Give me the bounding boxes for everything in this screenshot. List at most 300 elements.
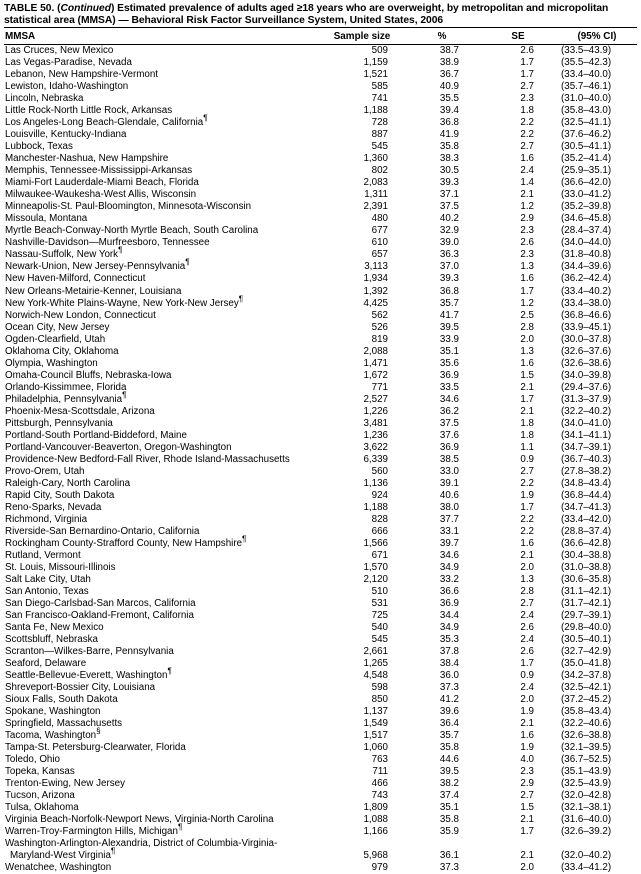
cell-sample-size: 819 <box>371 333 388 345</box>
cell-sample-size: 562 <box>371 309 388 321</box>
cell-mmsa: San Diego-Carlsbad-San Marcos, California <box>5 597 196 609</box>
footnote-marker: ¶ <box>242 534 247 544</box>
cell-percent: 38.2 <box>439 778 459 790</box>
cell-percent: 39.1 <box>439 477 459 489</box>
cell-percent: 37.3 <box>439 682 459 694</box>
cell-se: 2.6 <box>520 45 534 57</box>
cell-sample-size: 728 <box>371 117 388 129</box>
cell-se: 2.2 <box>520 129 534 141</box>
cell-ci: (30.5–41.1) <box>561 141 612 153</box>
cell-ci: (36.6–42.0) <box>561 177 612 189</box>
cell-ci: (32.2–40.2) <box>561 405 612 417</box>
table-row <box>4 706 637 718</box>
cell-mmsa: Seaford, Delaware <box>5 657 87 669</box>
cell-ci: (35.7–46.1) <box>561 81 612 93</box>
cell-mmsa: New York-White Plains-Wayne, New York-New Jersey¶ <box>5 294 244 309</box>
cell-mmsa: Tulsa, Oklahoma <box>5 802 79 814</box>
cell-sample-size: 1,311 <box>364 189 388 201</box>
cell-mmsa: Richmond, Virginia <box>5 513 88 525</box>
table-row <box>4 694 637 706</box>
cell-percent: 36.8 <box>439 117 459 129</box>
cell-ci: (36.6–42.8) <box>561 537 612 549</box>
cell-percent: 35.8 <box>439 814 459 826</box>
footnote-marker: ¶ <box>110 846 116 856</box>
cell-se: 1.1 <box>520 441 534 453</box>
cell-percent: 40.9 <box>439 81 459 93</box>
cell-sample-size: 1,060 <box>363 742 388 754</box>
cell-sample-size: 1,226 <box>363 405 388 417</box>
cell-sample-size: 6,339 <box>363 453 388 465</box>
cell-percent: 36.4 <box>439 718 459 730</box>
cell-mmsa: Omaha-Council Bluffs, Nebraska-Iowa <box>5 369 172 381</box>
cell-se: 2.2 <box>520 117 534 129</box>
cell-ci: (31.3–37.9) <box>561 393 612 405</box>
table-row <box>4 189 637 201</box>
cell-ci: (37.6–46.2) <box>561 129 612 141</box>
cell-ci: (33.9–45.1) <box>561 321 612 333</box>
cell-ci: (34.6–45.8) <box>561 213 612 225</box>
cell-sample-size: 1,566 <box>363 537 388 549</box>
cell-se: 1.7 <box>520 285 534 297</box>
cell-sample-size: 1,809 <box>363 802 388 814</box>
cell-percent: 41.2 <box>439 694 459 706</box>
cell-mmsa: Wenatchee, Washington <box>5 862 112 874</box>
cell-sample-size: 545 <box>371 141 388 153</box>
cell-ci: (33.0–41.2) <box>561 189 612 201</box>
cell-sample-size: 598 <box>371 682 388 694</box>
cell-mmsa: Reno-Sparks, Nevada <box>5 501 102 513</box>
table-row <box>4 298 637 310</box>
cell-percent: 39.4 <box>439 105 459 117</box>
cell-mmsa: Scottsbluff, Nebraska <box>5 633 98 645</box>
cell-mmsa: Phoenix-Mesa-Scottsdale, Arizona <box>5 405 155 417</box>
cell-ci: (31.1–42.1) <box>561 585 612 597</box>
cell-se <box>485 838 559 850</box>
cell-ci: (32.6–38.6) <box>561 357 612 369</box>
cell-sample-size: 771 <box>371 381 388 393</box>
cell-se: 2.8 <box>520 585 534 597</box>
cell-se: 1.8 <box>520 417 534 429</box>
cell-mmsa: Shreveport-Bossier City, Louisiana <box>5 682 156 694</box>
cell-se: 2.9 <box>520 213 534 225</box>
cell-percent: 34.6 <box>439 549 459 561</box>
cell-se: 2.3 <box>520 766 534 778</box>
table-row <box>4 826 637 838</box>
cell-ci: (35.8–43.0) <box>561 105 612 117</box>
table-row <box>4 45 637 57</box>
table-row <box>4 502 637 514</box>
cell-ci: (34.0–44.0) <box>561 237 612 249</box>
table-header-row <box>4 28 637 44</box>
cell-sample-size: 1,088 <box>363 814 388 826</box>
cell-mmsa: Rutland, Vermont <box>5 549 81 561</box>
cell-ci: (35.1–43.9) <box>561 766 612 778</box>
cell-sample-size: 2,083 <box>363 177 388 189</box>
cell-sample-size: 1,521 <box>363 69 388 81</box>
cell-ci: (30.0–37.8) <box>561 333 612 345</box>
cell-mmsa: Provo-Orem, Utah <box>5 465 85 477</box>
cell-se: 2.0 <box>520 561 534 573</box>
table-row <box>4 814 637 826</box>
cell-mmsa: Louisville, Kentucky-Indiana <box>5 129 127 141</box>
cell-percent: 36.1 <box>439 850 459 862</box>
cell-mmsa: New Orleans-Metairie-Kenner, Louisiana <box>5 285 182 297</box>
cell-mmsa: Las Cruces, New Mexico <box>5 45 114 57</box>
cell-sample-size: 560 <box>371 465 388 477</box>
cell-sample-size: 2,391 <box>363 201 388 213</box>
cell-sample-size: 585 <box>371 81 388 93</box>
cell-percent: 41.9 <box>439 129 459 141</box>
column-header-mmsa: MMSA <box>5 30 36 42</box>
table-row <box>4 622 637 634</box>
cell-ci: (33.4–41.2) <box>561 862 612 874</box>
cell-se: 2.1 <box>520 189 534 201</box>
cell-ci: (35.2–39.8) <box>561 201 612 213</box>
cell-mmsa: St. Louis, Missouri-Illinois <box>5 561 116 573</box>
table-row <box>4 802 637 814</box>
cell-mmsa: Memphis, Tennessee-Mississippi-Arkansas <box>5 165 193 177</box>
cell-ci: (32.6–38.8) <box>561 730 612 742</box>
cell-se: 2.4 <box>520 609 534 621</box>
cell-sample-size: 1,471 <box>363 357 388 369</box>
cell-ci: (36.8–44.4) <box>561 489 612 501</box>
cell-se: 1.6 <box>520 730 534 742</box>
cell-se: 2.5 <box>520 309 534 321</box>
cell-sample-size: 1,360 <box>363 153 388 165</box>
table-row <box>4 394 637 406</box>
cell-ci: (29.4–37.6) <box>561 381 612 393</box>
cell-se: 2.0 <box>520 862 534 874</box>
cell-ci: (32.7–42.9) <box>561 645 612 657</box>
cell-ci: (35.5–42.3) <box>561 57 612 69</box>
table-row <box>4 478 637 490</box>
cell-percent: 37.5 <box>439 201 459 213</box>
cell-sample-size: 1,517 <box>363 730 388 742</box>
cell-percent: 39.3 <box>439 177 459 189</box>
cell-ci: (37.2–45.2) <box>561 694 612 706</box>
prevalence-table <box>4 28 637 44</box>
cell-mmsa: Orlando-Kissimmee, Florida <box>5 381 127 393</box>
cell-ci: (32.0–40.2) <box>561 850 612 862</box>
cell-mmsa: Providence-New Bedford-Fall River, Rhode Island-Massachusetts <box>5 453 290 465</box>
table-row <box>4 610 637 622</box>
cell-se: 1.4 <box>520 177 534 189</box>
cell-ci: (32.5–41.1) <box>561 117 612 129</box>
table-row <box>4 418 637 430</box>
cell-ci: (34.1–41.1) <box>561 429 612 441</box>
table-row <box>4 430 637 442</box>
table-row <box>4 562 637 574</box>
cell-percent: 34.4 <box>439 609 459 621</box>
page-title <box>4 3 637 26</box>
cell-ci: (30.6–35.8) <box>561 573 612 585</box>
cell-percent: 37.5 <box>439 417 459 429</box>
cell-sample-size <box>321 838 409 850</box>
cell-sample-size: 1,166 <box>363 826 388 838</box>
cell-se: 2.0 <box>520 333 534 345</box>
table-row <box>4 57 637 69</box>
cell-sample-size: 979 <box>371 862 388 874</box>
table-row <box>4 273 637 285</box>
cell-sample-size: 5,968 <box>363 850 388 862</box>
cell-sample-size: 1,137 <box>363 706 388 718</box>
table-row <box>4 358 637 370</box>
cell-mmsa: Trenton-Ewing, New Jersey <box>5 778 125 790</box>
table-row <box>4 466 637 478</box>
table-row <box>4 766 637 778</box>
cell-ci: (31.8–40.8) <box>561 249 612 261</box>
table-row <box>4 646 637 658</box>
cell-se: 0.9 <box>520 453 534 465</box>
table-row <box>4 850 637 862</box>
table-row <box>4 69 637 81</box>
cell-se: 2.7 <box>520 790 534 802</box>
cell-percent: 35.1 <box>439 802 459 814</box>
cell-mmsa: Norwich-New London, Connecticut <box>5 309 156 321</box>
cell-sample-size: 2,120 <box>363 573 388 585</box>
cell-percent: 34.6 <box>439 393 459 405</box>
table-row <box>4 346 637 358</box>
table-row <box>4 249 637 261</box>
cell-mmsa: Santa Fe, New Mexico <box>5 621 104 633</box>
cell-se: 2.1 <box>520 850 534 862</box>
cell-sample-size: 1,188 <box>363 105 388 117</box>
cell-ci: (34.8–43.4) <box>561 477 612 489</box>
table-row <box>4 165 637 177</box>
cell-percent: 35.8 <box>439 742 459 754</box>
cell-se: 1.7 <box>520 826 534 838</box>
cell-ci: (33.4–38.0) <box>561 297 612 309</box>
cell-mmsa: Springfield, Massachusetts <box>5 718 123 730</box>
cell-percent: 39.0 <box>439 237 459 249</box>
cell-mmsa: Olympia, Washington <box>5 357 98 369</box>
cell-ci: (32.5–42.1) <box>561 682 612 694</box>
cell-percent: 35.1 <box>439 345 459 357</box>
cell-percent: 33.2 <box>439 573 459 585</box>
cell-percent: 34.9 <box>439 561 459 573</box>
cell-percent: 39.6 <box>439 706 459 718</box>
cell-percent: 38.7 <box>439 45 459 57</box>
cell-se: 1.6 <box>520 537 534 549</box>
footnote-marker: ¶ <box>167 666 172 676</box>
cell-percent: 36.3 <box>439 249 459 261</box>
cell-mmsa: Tampa-St. Petersburg-Clearwater, Florida <box>5 742 186 754</box>
cell-mmsa: Warren-Troy-Farmington Hills, Michigan¶ <box>5 822 183 838</box>
cell-ci: (34.4–39.6) <box>561 261 612 273</box>
cell-mmsa: Spokane, Washington <box>5 706 101 718</box>
cell-ci: (32.6–39.2) <box>561 826 612 838</box>
cell-se: 1.6 <box>520 357 534 369</box>
cell-se: 2.2 <box>520 525 534 537</box>
table-header <box>4 28 637 44</box>
cell-ci <box>559 838 637 850</box>
footnote-marker: ¶ <box>185 258 190 268</box>
cell-se: 1.9 <box>520 489 534 501</box>
table-row <box>4 141 637 153</box>
cell-ci: (35.0–41.8) <box>561 657 612 669</box>
cell-sample-size: 666 <box>371 525 388 537</box>
cell-ci: (30.4–38.8) <box>561 549 612 561</box>
cell-se: 2.7 <box>520 141 534 153</box>
cell-ci: (33.4–40.2) <box>561 285 612 297</box>
cell-sample-size: 610 <box>371 237 388 249</box>
cell-mmsa: Las Vegas-Paradise, Nevada <box>5 57 132 69</box>
cell-ci: (32.5–43.9) <box>561 778 612 790</box>
cell-sample-size: 526 <box>371 321 388 333</box>
cell-se: 1.7 <box>520 501 534 513</box>
cell-mmsa: Ogden-Clearfield, Utah <box>5 333 106 345</box>
cell-sample-size: 3,481 <box>363 417 388 429</box>
cell-sample-size: 2,661 <box>363 645 388 657</box>
table-row <box>4 742 637 754</box>
cell-se: 2.1 <box>520 718 534 730</box>
cell-ci: (35.8–43.4) <box>561 706 612 718</box>
cell-ci: (31.7–42.1) <box>561 597 612 609</box>
cell-se: 2.6 <box>520 645 534 657</box>
cell-se: 2.7 <box>520 81 534 93</box>
cell-se: 1.8 <box>520 105 534 117</box>
cell-mmsa: Portland-Vancouver-Beaverton, Oregon-Washington <box>5 441 232 453</box>
cell-mmsa: Tucson, Arizona <box>5 790 75 802</box>
cell-percent: 38.3 <box>439 153 459 165</box>
cell-ci: (30.5–40.1) <box>561 633 612 645</box>
table-row <box>4 586 637 598</box>
cell-percent: 37.3 <box>439 862 459 874</box>
cell-se: 1.9 <box>520 742 534 754</box>
cell-percent: 36.9 <box>439 369 459 381</box>
cell-se: 2.9 <box>520 778 534 790</box>
cell-ci: (25.9–35.1) <box>561 165 612 177</box>
cell-sample-size: 1,392 <box>363 285 388 297</box>
cell-percent: 36.2 <box>439 405 459 417</box>
cell-mmsa: Toledo, Ohio <box>5 754 61 766</box>
table-row <box>4 526 637 538</box>
cell-mmsa: Raleigh-Cary, North Carolina <box>5 477 131 489</box>
cell-ci: (34.7–41.3) <box>561 501 612 513</box>
cell-mmsa: Portland-South Portland-Biddeford, Maine <box>5 429 187 441</box>
cell-se: 2.1 <box>520 814 534 826</box>
cell-sample-size: 4,425 <box>363 297 388 309</box>
table-row <box>4 370 637 382</box>
cell-percent: 39.3 <box>439 273 459 285</box>
cell-ci: (28.4–37.4) <box>561 225 612 237</box>
cell-percent: 39.7 <box>439 537 459 549</box>
table-row <box>4 454 637 466</box>
cell-ci: (34.0–39.8) <box>561 369 612 381</box>
cell-mmsa: Manchester-Nashua, New Hampshire <box>5 153 169 165</box>
cell-mmsa: Scranton—Wilkes-Barre, Pennsylvania <box>5 645 174 657</box>
cell-se: 1.6 <box>520 153 534 165</box>
cell-percent: 30.5 <box>439 165 459 177</box>
cell-se: 2.2 <box>520 513 534 525</box>
cell-se: 2.3 <box>520 249 534 261</box>
cell-percent <box>409 838 485 850</box>
cell-sample-size: 1,934 <box>363 273 388 285</box>
cell-se: 0.9 <box>520 670 534 681</box>
cell-mmsa: Washington-Arlington-Alexandria, District of Columbia-Virginia- <box>5 838 278 850</box>
table-row <box>4 382 637 394</box>
cell-ci: (32.0–42.8) <box>561 790 612 802</box>
cell-sample-size: 1,136 <box>363 477 388 489</box>
cell-se: 1.7 <box>520 57 534 69</box>
cell-sample-size: 545 <box>371 633 388 645</box>
cell-mmsa: Milwaukee-Waukesha-West Allis, Wisconsin <box>5 189 197 201</box>
cell-se: 2.7 <box>520 465 534 477</box>
cell-mmsa: Lincoln, Nebraska <box>5 93 84 105</box>
column-header-se: SE <box>511 30 525 42</box>
cell-ci: (31.6–40.0) <box>561 814 612 826</box>
cell-se: 1.7 <box>520 393 534 405</box>
cell-mmsa: Rapid City, South Dakota <box>5 489 115 501</box>
table-row <box>4 129 637 141</box>
cell-mmsa: Los Angeles-Long Beach-Glendale, California¶ <box>5 114 208 129</box>
table-row <box>4 153 637 165</box>
table-row <box>4 310 637 322</box>
cell-percent: 36.6 <box>439 585 459 597</box>
cell-sample-size: 4,548 <box>363 670 388 681</box>
cell-mmsa: Lebanon, New Hampshire-Vermont <box>5 69 159 81</box>
cell-ci: (31.0–40.0) <box>561 93 612 105</box>
cell-percent: 32.9 <box>439 225 459 237</box>
cell-percent: 37.7 <box>439 513 459 525</box>
cell-sample-size: 1,570 <box>363 561 388 573</box>
cell-percent: 37.0 <box>439 261 459 273</box>
cell-sample-size: 510 <box>371 585 388 597</box>
cell-se: 2.1 <box>520 381 534 393</box>
cell-se: 1.2 <box>520 297 534 309</box>
cell-percent: 33.5 <box>439 381 459 393</box>
table-row <box>4 730 637 742</box>
cell-se: 2.3 <box>520 93 534 105</box>
cell-sample-size: 828 <box>371 513 388 525</box>
cell-mmsa: Nashville-Davidson—Murfreesboro, Tennessee <box>5 237 210 249</box>
cell-se: 1.7 <box>520 69 534 81</box>
cell-se: 2.0 <box>520 694 534 706</box>
cell-percent: 38.0 <box>439 501 459 513</box>
table-row <box>4 286 637 298</box>
cell-se: 4.0 <box>520 754 534 766</box>
table-row <box>4 550 637 562</box>
cell-percent: 39.5 <box>439 321 459 333</box>
table-row <box>4 117 637 129</box>
cell-mmsa: Topeka, Kansas <box>5 766 75 778</box>
cell-mmsa: Myrtle Beach-Conway-North Myrtle Beach, South Carolina <box>5 225 259 237</box>
table-row <box>4 598 637 610</box>
table-row <box>4 754 637 766</box>
cell-se: 1.8 <box>520 429 534 441</box>
cell-se: 2.1 <box>520 405 534 417</box>
cell-sample-size: 711 <box>372 766 388 778</box>
cell-sample-size: 3,622 <box>363 441 388 453</box>
table-body <box>4 45 637 874</box>
cell-sample-size: 1,265 <box>363 657 388 669</box>
cell-percent: 36.7 <box>439 69 459 81</box>
cell-percent: 36.9 <box>439 597 459 609</box>
cell-se: 1.6 <box>520 273 534 285</box>
cell-percent: 35.9 <box>439 826 459 838</box>
cell-ci: (36.7–52.5) <box>561 754 612 766</box>
cell-ci: (33.4–42.0) <box>561 513 612 525</box>
cell-sample-size: 540 <box>371 621 388 633</box>
cell-ci: (28.8–37.4) <box>561 525 612 537</box>
cell-percent: 37.8 <box>439 645 459 657</box>
footnote-marker: ¶ <box>238 294 244 304</box>
cell-percent: 35.8 <box>439 141 459 153</box>
table-row <box>4 682 637 694</box>
cell-ci: (32.6–37.6) <box>561 345 612 357</box>
cell-mmsa: San Antonio, Texas <box>5 585 89 597</box>
title-continued-label: Continued <box>60 3 111 14</box>
